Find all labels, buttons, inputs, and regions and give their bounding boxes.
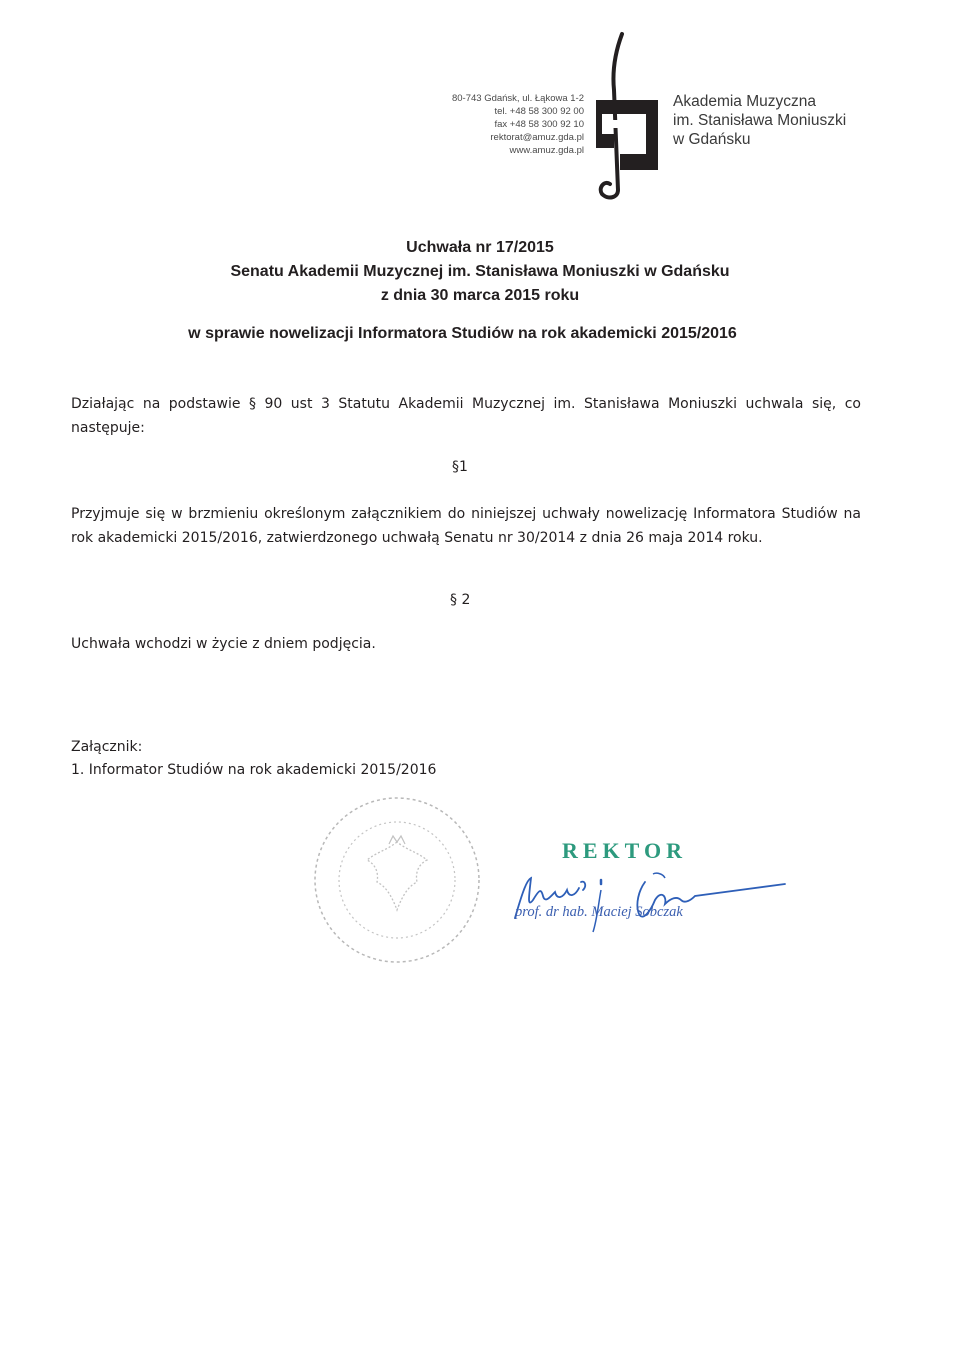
resolution-subject: w sprawie nowelizacji Informatora Studiów na rok akademicki 2015/2016 [188,325,737,342]
resolution-number: Uchwała nr 17/2015 [406,239,554,256]
academy-logo-icon [590,30,668,200]
institution-line: Akademia Muzyczna [673,93,817,110]
address-line: 80-743 Gdańsk, ul. Łąkowa 1-2 [451,93,584,104]
attachment-label: Załącznik: [71,739,143,755]
attachment-item: 1. Informator Studiów na rok akademicki 2015/2016 [71,762,437,778]
institution-line: im. Stanisława Moniuszki [673,112,847,129]
letterhead-contact [420,92,584,157]
resolution-heading [0,236,960,308]
institution-name [673,92,846,149]
section-2-text: Uchwała wchodzi w życie z dniem podjęcia. [71,636,376,652]
phone-line: tel. +48 58 300 92 00 [494,106,584,117]
website-line: www.amuz.gda.pl [509,145,584,156]
preamble: Działając na podstawie § 90 ust 3 Statutu Akademii Muzycznej im. Stanisława Moniuszki uchwala się, co następuje: [71,396,861,436]
official-seal-icon [307,790,487,970]
section-1-text: Przyjmuje się w brzmieniu określonym załącznikiem do niniejszej uchwały nowelizację Informatora Studiów na rok akademicki 2015/2016, zatwierdzonego uchwałą Senatu nr 30/2014 z dnia 26 maja 2014 roku. [71,506,861,546]
handwritten-signature-icon [505,860,795,935]
section-2-marker: § 2 [450,592,471,608]
resolution-body: Senatu Akademii Muzycznej im. Stanisława Moniuszki w Gdańsku [230,263,730,280]
signatory-name: prof. dr hab. Maciej Sobczak [515,904,683,920]
institution-line: w Gdańsku [673,131,751,148]
section-1-marker: §1 [452,459,468,475]
rector-stamp-title: REKTOR [562,838,687,863]
resolution-date: z dnia 30 marca 2015 roku [380,287,580,304]
email-line: rektorat@amuz.gda.pl [490,132,584,143]
fax-line: fax +48 58 300 92 10 [494,119,584,130]
